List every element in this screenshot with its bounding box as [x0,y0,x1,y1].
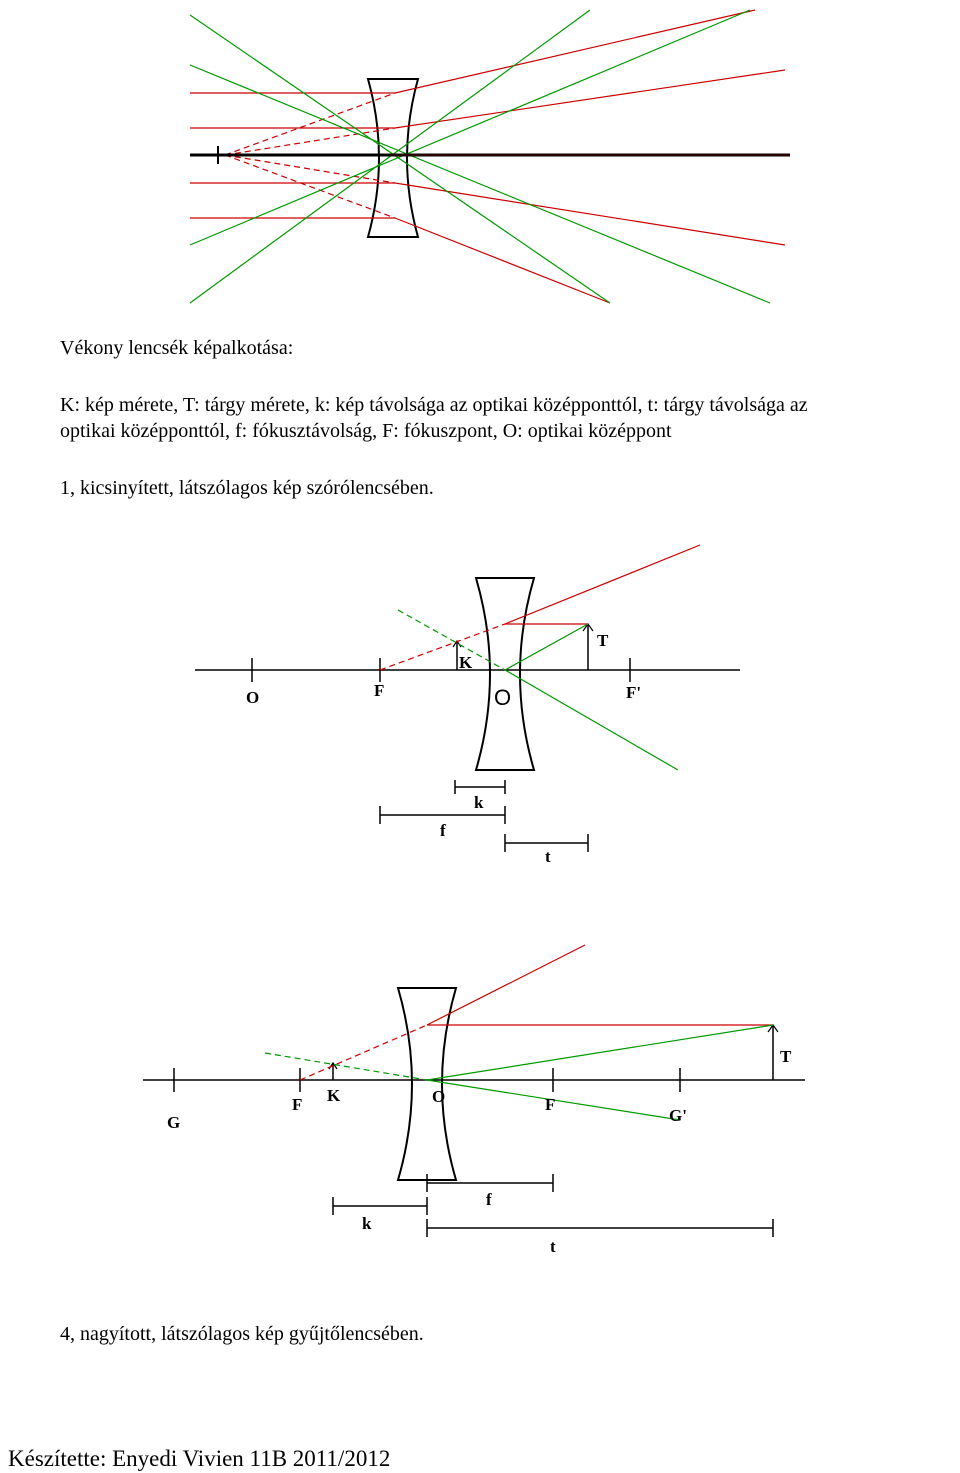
diagram2-label-G-right: G' [669,1106,687,1125]
footer-credit: Készítette: Enyedi Vivien 11B 2011/2012 [8,1446,391,1471]
diagram2-dimensions [333,1174,773,1237]
diagram1-label-k: k [474,793,484,812]
diagram2-label-F-right: F [545,1095,556,1114]
diagram1-label-K: K [459,653,473,672]
diagram2-label-t: t [550,1237,556,1256]
diagram2-lens [398,988,456,1180]
legend-line-2: optikai középponttól, f: fókusztávolság, F: fókuszpont, O: optikai középpont [60,420,672,442]
diagram2-label-k: k [362,1214,372,1233]
section-title: Vékony lencsék képalkotása: [60,337,294,359]
diagram2-label-T: T [780,1047,792,1066]
caption-4: 4, nagyított, látszólagos kép gyűjtőlencsében. [60,1323,424,1345]
diagram2-red-rays [300,945,773,1080]
diagram1-label-O-left: O [246,688,260,707]
diagram1-label-t: t [545,847,551,866]
diagram1-label-T: T [597,631,609,650]
diagram2-green-rays [265,1025,773,1120]
diagram2-label-F-left: F [292,1095,303,1114]
diagram1-label-F-left: F [374,681,385,700]
diagram1-label-O-center: O [494,685,512,710]
legend-line-1: K: kép mérete, T: tárgy mérete, k: kép távolsága az optikai középponttól, t: tárgy távolsága az [60,394,808,416]
diagram1-label-F-right: F' [626,683,642,702]
caption-1: 1, kicsinyített, látszólagos kép szórólencsében. [60,477,434,499]
diagram1-label-f: f [440,821,446,840]
diagram2-label-K: K [327,1086,341,1105]
diagram2-label-O: O [432,1087,446,1106]
diagram2-label-f: f [486,1190,492,1209]
diagram2-label-G-left: G [167,1113,181,1132]
